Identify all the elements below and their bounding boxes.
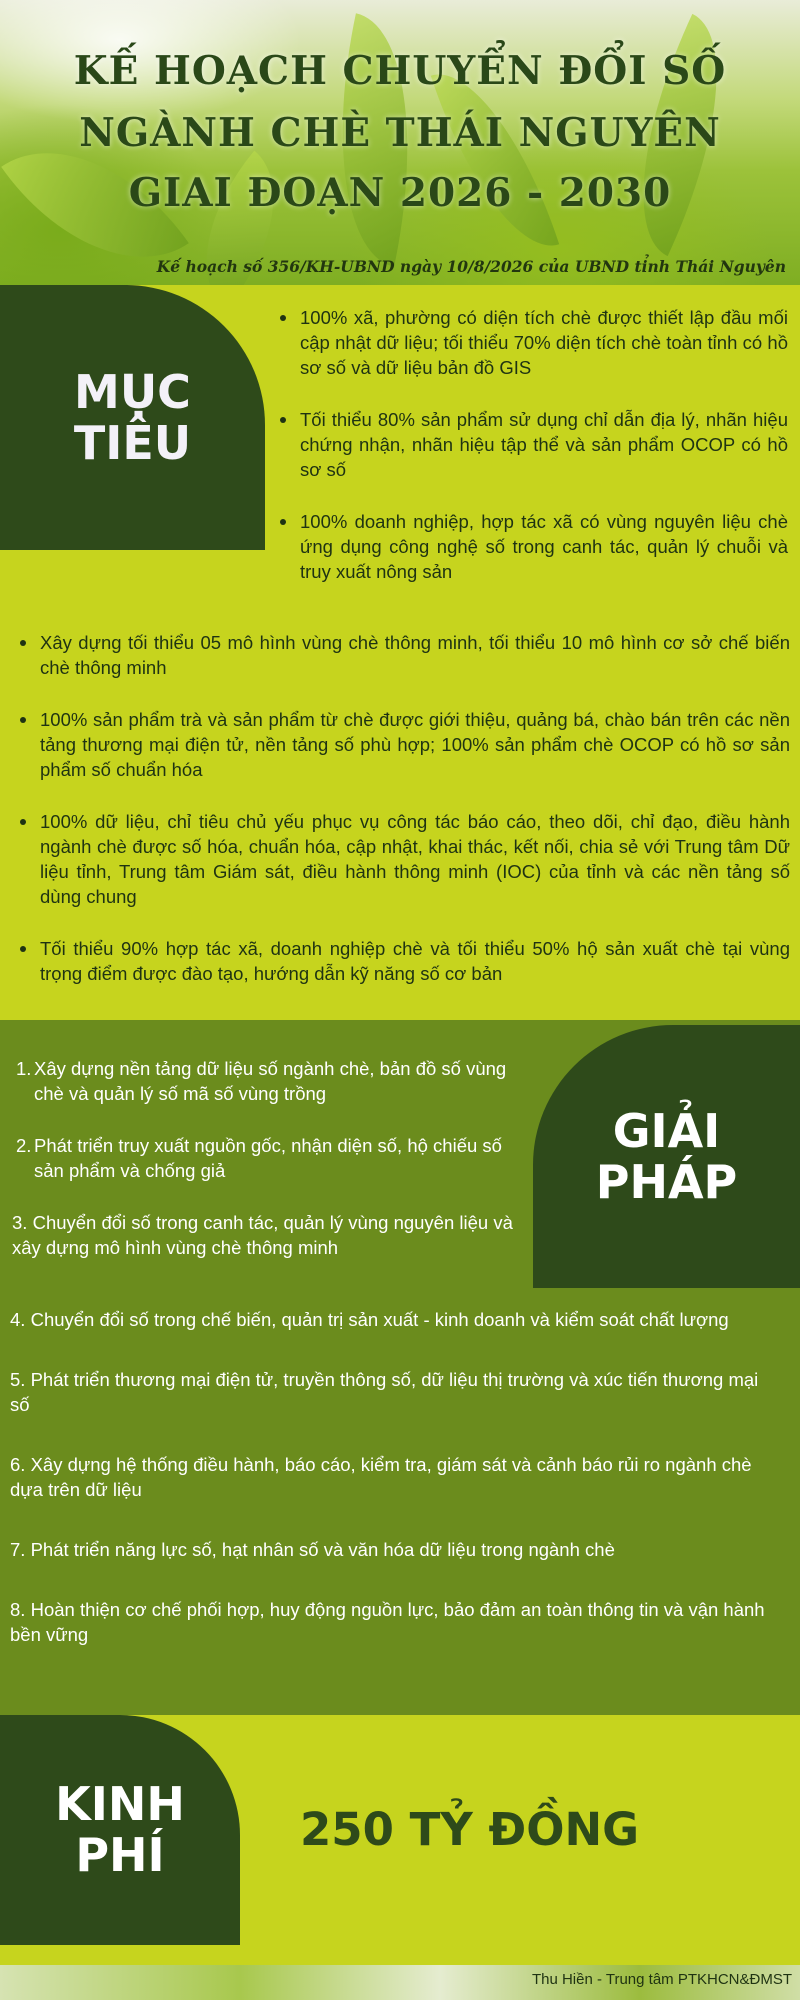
header-banner [0,0,800,285]
solution-number: 2. [16,1135,32,1156]
objectives-badge [0,285,265,550]
solution-text: Hoàn thiện cơ chế phối hợp, huy động nguồn lực, bảo đảm an toàn thông tin và vận hành bền vững [10,1599,765,1645]
objective-item: Tối thiểu 90% hợp tác xã, doanh nghiệp chè và tối thiểu 50% hộ sản xuất chè tại vùng trọng điểm được đào tạo, hướng dẫn kỹ năng số cơ bản [18,936,790,986]
author-credit: Thu Hiền - Trung tâm PTKHCN&ĐMST [531,1971,792,1988]
solutions-badge [533,1025,800,1288]
solution-number: 6. [10,1454,26,1475]
solution-item [10,1367,780,1417]
footer-banner [0,1965,800,2000]
budget-amount: 250 TỶ ĐỒNG [300,1803,640,1856]
budget-section [0,1715,800,1965]
solution-item [12,1056,532,1106]
solutions-list-top [12,1056,532,1260]
solution-number: 8. [10,1599,26,1620]
solution-text: Phát triển truy xuất nguồn gốc, nhận diện số, hộ chiếu số sản phẩm và chống giả [34,1135,502,1181]
solution-number: 7. [10,1539,26,1560]
objective-item: Xây dựng tối thiểu 05 mô hình vùng chè thông minh, tối thiểu 10 mô hình cơ sở chế biến chè thông minh [18,630,790,680]
objectives-section [0,285,800,1020]
solution-item [10,1307,780,1332]
objectives-list-bottom [18,630,790,986]
page-title-line-3: GIAI ĐOẠN 2026 - 2030 [128,170,672,216]
badge-label-line: PHÁP [595,1154,738,1209]
solutions-list-bottom [10,1307,780,1647]
solution-text: Xây dựng nền tảng dữ liệu số ngành chè, bản đồ số vùng chè và quản lý số mã số vùng trồng [34,1058,507,1104]
solution-item [12,1133,532,1183]
badge-label-line: TIÊU [73,415,192,470]
objective-item: 100% xã, phường có diện tích chè được thiết lập đầu mối cập nhật dữ liệu; tối thiểu 70% diện tích chè toàn tỉnh có hồ sơ số và dữ liệu bản đồ GIS [278,305,788,380]
objective-item: 100% doanh nghiệp, hợp tác xã có vùng nguyên liệu chè ứng dụng công nghệ số trong canh tác, quản lý chuỗi và truy xuất nông sản [278,509,788,584]
solution-text: Phát triển năng lực số, hạt nhân số và văn hóa dữ liệu trong ngành chè [30,1539,615,1560]
solution-number: 4. [10,1309,26,1330]
solution-text: Chuyển đổi số trong chế biến, quản trị sản xuất - kinh doanh và kiểm soát chất lượng [30,1309,729,1330]
objective-item: 100% sản phẩm trà và sản phẩm từ chè được giới thiệu, quảng bá, chào bán trên các nền tảng thương mại điện tử, nền tảng số phù hợp; 100% sản phẩm chè OCOP có hồ sơ sản phẩm số chuẩn hóa [18,707,790,782]
solution-text: Xây dựng hệ thống điều hành, báo cáo, kiểm tra, giám sát và cảnh báo rủi ro ngành chè dựa trên dữ liệu [10,1454,752,1500]
plan-reference: Kế hoạch số 356/KH-UBND ngày 10/8/2026 của UBND tỉnh Thái Nguyên [156,257,786,276]
solution-item [10,1537,780,1562]
solution-number: 3. [12,1212,28,1233]
objective-item: Tối thiểu 80% sản phẩm sử dụng chỉ dẫn địa lý, nhãn hiệu chứng nhận, nhãn hiệu tập thể và sản phẩm OCOP có hồ sơ số [278,407,788,482]
badge-label-line: MỤC [74,364,191,419]
objective-item: 100% dữ liệu, chỉ tiêu chủ yếu phục vụ công tác báo cáo, theo dõi, chỉ đạo, điều hành ngành chè được số hóa, chuẩn hóa, cập nhật, khai thác, kết nối, chia sẻ với Trung tâm Dữ liệu tỉnh, Trung tâm Giám sát, điều hành thông minh (IOC) của tỉnh và các nền tảng số dùng chung [18,809,790,909]
budget-badge [0,1715,240,1945]
solution-text: Phát triển thương mại điện tử, truyền thông số, dữ liệu thị trường và xúc tiến thương mại số [10,1369,759,1415]
solution-number: 5. [10,1369,26,1390]
objectives-list-top [278,305,788,584]
solution-item [10,1452,780,1502]
solution-number: 1. [16,1058,32,1079]
page-title-line-1: KẾ HOẠCH CHUYỂN ĐỔI SỐ [73,48,727,94]
solution-item [10,1597,780,1647]
solutions-section [0,1020,800,1715]
solution-item [12,1210,532,1260]
badge-label-line: GIẢI [612,1103,721,1158]
page-title-line-2: NGÀNH CHÈ THÁI NGUYÊN [79,110,721,156]
solution-text: Chuyển đổi số trong canh tác, quản lý vùng nguyên liệu và xây dựng mô hình vùng chè thông minh [12,1212,513,1258]
badge-label-line: PHÍ [75,1828,165,1882]
badge-label-line: KINH [55,1777,185,1832]
